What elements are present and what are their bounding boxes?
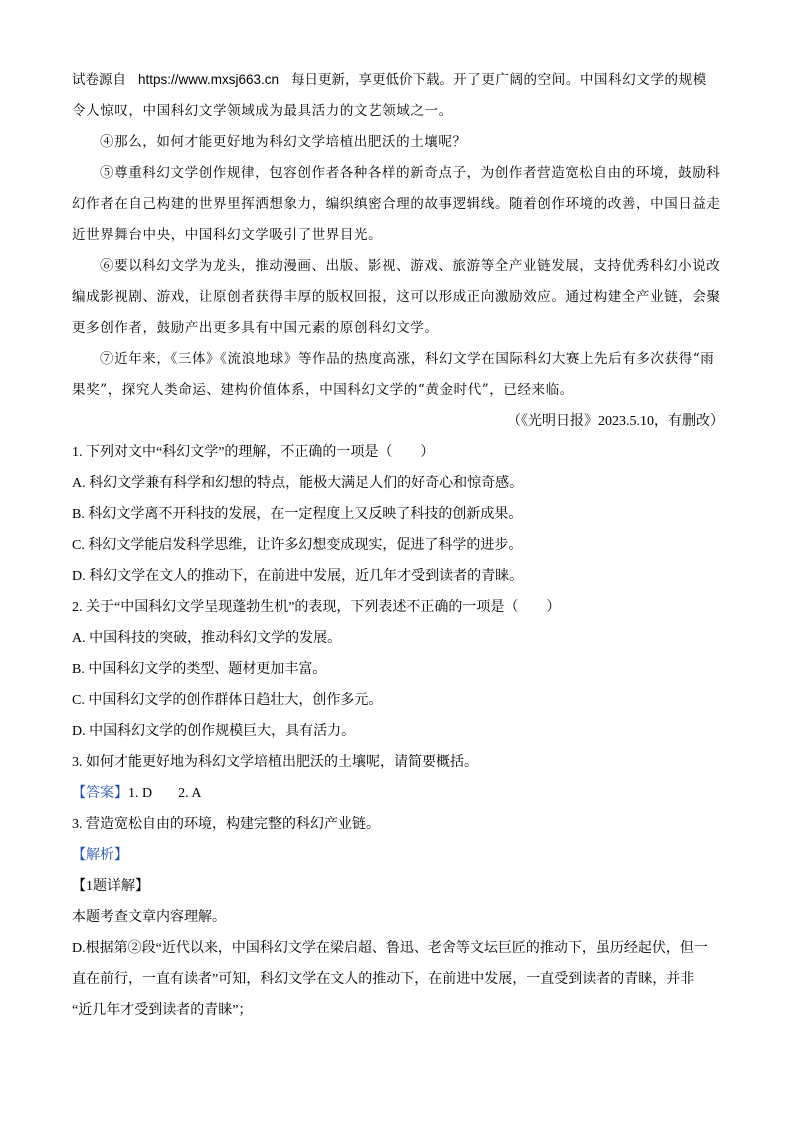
paragraph-6-line-3: 更多创作者，鼓励产出更多具有中国元素的原创科幻文学。 [72,320,439,336]
citation: （《光明日报》2023.5.10，有删改） [507,414,724,429]
question-1-option-d: D. 科幻文学在文人的推动下，在前进中发展，近几年才受到读者的青睐。 [72,569,524,584]
paragraph-5-line-2: 幻作者在自己构建的世界里挥洒想象力，编织缜密合理的故事逻辑线。随着创作环境的改善，中国日益走 [72,196,721,212]
answer-3: 3. 营造宽松自由的环境，构建完整的科幻产业链。 [72,817,380,832]
question-1-option-b: B. 科幻文学离不开科技的发展，在一定程度上又反映了科技的创新成果。 [72,507,523,522]
analysis-tag: 【解析】 [72,848,128,863]
answer-tag: 【答案】 [72,786,128,801]
answer-1: 1. D [128,786,153,801]
answer-2: 2. A [178,786,202,801]
question-2-stem: 2. 关于“中国科幻文学呈现蓬勃生机”的表现，下列表述不正确的一项是（ ） [72,600,561,615]
analysis-intro: 本题考查文章内容理解。 [72,910,226,925]
question-1-stem: 1. 下列对文中“科幻文学”的理解，不正确的一项是（ ） [72,445,435,460]
analysis-d-line-3: “近几年才受到读者的青睐”； [72,1003,253,1018]
paragraph-4: ④那么，如何才能更好地为科幻文学培植出肥沃的土壤呢？ [100,134,467,150]
document-page [72,64,724,1026]
source-slogan: 每日更新，享更低价下载。 [291,72,454,87]
paragraph-5-line-3: 近世界舞台中央，中国科幻文学吸引了世界目光。 [72,227,383,243]
paragraph-6-line-1: ⑥要以科幻文学为龙头，推动漫画、出版、影视、游戏、旅游等全产业链发展，支持优秀科幻小说改 [100,258,721,274]
header-line [72,64,724,96]
analysis-d-line-2: 直在前行，一直有读者”可知，科幻文学在文人的推动下，在前进中发展，一直受到读者的青睐，并非 [72,972,695,987]
analysis-detail-tag: 【1题详解】 [72,879,149,894]
paragraph-7-line-2: 果奖”，探究人类命运、建构价值体系，中国科幻文学的“黄金时代”，已经来临。 [72,382,574,398]
analysis-d-line-1: D.根据第②段“近代以来，中国科幻文学在梁启超、鲁迅、老舍等文坛巨匠的推动下，虽历经起伏，但一 [72,941,708,956]
paragraph-7-line-1: ⑦近年来，《三体》《流浪地球》等作品的热度高涨，科幻文学在国际科幻大赛上先后有多次获得“雨 [100,351,715,367]
passage-continued-text: 开了更广阔的空间。中国科幻文学的规模 [453,72,707,88]
passage-line: 令人惊叹，中国科幻文学领域成为最具活力的文艺领域之一。 [72,103,453,119]
paragraph-5-line-1: ⑤尊重科幻文学创作规律，包容创作者各种各样的新奇点子，为创作者营造宽松自由的环境，鼓励科 [100,165,721,181]
question-1-option-c: C. 科幻文学能启发科学思维，让许多幻想变成现实，促进了科学的进步。 [72,538,523,553]
question-2-option-b: B. 中国科幻文学的类型、题材更加丰富。 [72,662,327,677]
question-2-option-a: A. 中国科技的突破，推动科幻文学的发展。 [72,631,342,646]
source-url[interactable]: https://www.mxsj663.cn [138,72,280,87]
answer-line [72,778,724,809]
source-label: 试卷源自 [72,72,126,87]
question-2-option-d: D. 中国科幻文学的创作规模巨大，具有活力。 [72,724,356,739]
question-1-option-a: A. 科幻文学兼有科学和幻想的特点，能极大满足人们的好奇心和惊奇感。 [72,476,524,491]
question-2-option-c: C. 中国科幻文学的创作群体日趋壮大，创作多元。 [72,693,383,708]
question-3-stem: 3. 如何才能更好地为科幻文学培植出肥沃的土壤呢，请简要概括。 [72,755,478,770]
paragraph-6-line-2: 编成影视剧、游戏，让原创者获得丰厚的版权回报，这可以形成正向激励效应。通过构建全产业链，会聚 [72,289,721,305]
